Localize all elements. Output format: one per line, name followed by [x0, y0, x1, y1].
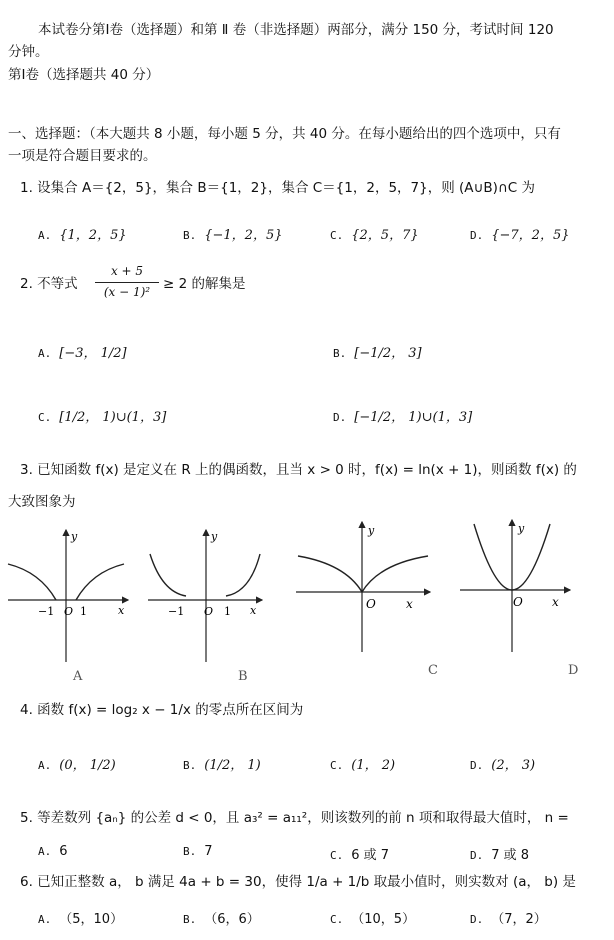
graph-d	[460, 520, 578, 678]
option-label: C.	[38, 411, 52, 424]
origin-label: O	[513, 595, 523, 609]
x-label: x	[406, 597, 413, 611]
section-line2: 一项是符合题目要求的。	[8, 148, 157, 164]
q2-numerator: x + 5	[110, 264, 144, 278]
graph-c	[296, 522, 438, 678]
q6-option-b	[183, 908, 260, 927]
tick-1: 1	[80, 605, 87, 618]
graph-b	[148, 530, 262, 682]
origin-label: O	[64, 605, 74, 618]
q1-option-c	[330, 224, 419, 243]
option-text: (1， 2)	[351, 758, 396, 773]
curve-right	[362, 556, 428, 592]
q3-stem-line1: 3. 已知函数 f(x) 是定义在 R 上的偶函数，且当 x > 0 时，f(x) = ln(x + 1)，则函数 f(x) 的	[20, 462, 577, 478]
x-label: x	[118, 604, 125, 617]
q1-option-a	[38, 224, 127, 243]
q2-denominator: (x − 1)²	[103, 285, 151, 299]
graph-caption: A	[73, 669, 83, 682]
q2-option-b	[333, 342, 422, 361]
option-text: (0， 1/2)	[59, 758, 116, 773]
q4-stem: 4. 函数 f(x) = log₂ x − 1/x 的零点所在区间为	[20, 702, 304, 718]
option-label: D.	[470, 849, 484, 862]
y-label: y	[518, 522, 525, 535]
option-label: C.	[330, 849, 344, 862]
origin-label: O	[366, 597, 376, 611]
curve-right	[226, 554, 260, 596]
option-label: B.	[183, 913, 197, 926]
q1-stem: 1. 设集合 A＝{2，5}，集合 B＝{1，2}，集合 C＝{1，2，5，7}，则 (A∪B)∩C 为	[20, 180, 536, 196]
q4-option-c	[330, 754, 395, 773]
q1-option-d	[470, 224, 570, 243]
q5-stem: 5. 等差数列 {aₙ} 的公差 d < 0，且 a₃² = a₁₁²，则该数列的前 n 项和取得最大值时， n =	[20, 810, 569, 826]
q2-prefix: 2. 不等式	[20, 276, 78, 292]
option-text: 6 或 7	[351, 848, 390, 863]
option-label: D.	[470, 913, 484, 926]
q5-option-b	[183, 844, 213, 859]
x-label: x	[250, 604, 257, 617]
option-text: （6，6）	[204, 912, 260, 927]
q1-option-b	[183, 224, 283, 243]
option-label: D.	[470, 229, 484, 242]
option-label: C.	[330, 229, 344, 242]
option-text: [−1/2， 3]	[354, 346, 422, 361]
option-text: 7 或 8	[491, 848, 530, 863]
intro-line2: 分钟。	[8, 44, 49, 60]
option-text: 7	[204, 844, 213, 859]
option-text: [1/2， 1)∪(1，3]	[59, 410, 167, 425]
option-label: B.	[183, 845, 197, 858]
curve-left	[298, 556, 362, 592]
option-text: 6	[59, 844, 68, 859]
section-line1: 一、选择题：（本大题共 8 小题，每小题 5 分，共 40 分。在每小题给出的四个选项中，只有	[8, 126, 561, 142]
option-text: {2，5，7}	[351, 228, 419, 243]
part-title: 第Ⅰ卷（选择题共 40 分）	[8, 67, 160, 83]
q3-stem-line2: 大致图象为	[8, 494, 76, 510]
option-text: {−7，2，5}	[491, 228, 570, 243]
option-label: C.	[330, 759, 344, 772]
option-label: A.	[38, 913, 52, 926]
option-label: A.	[38, 347, 52, 360]
option-label: A.	[38, 229, 52, 242]
q5-option-c	[330, 844, 389, 863]
option-text: (1/2， 1)	[204, 758, 261, 773]
y-label: y	[71, 530, 78, 543]
option-label: B.	[183, 759, 197, 772]
option-label: B.	[183, 229, 197, 242]
curve-left	[150, 554, 186, 596]
tick-1: 1	[224, 605, 231, 618]
option-label: D.	[470, 759, 484, 772]
graph-caption: C	[428, 663, 438, 678]
option-label: D.	[333, 411, 347, 424]
y-label: y	[211, 530, 218, 543]
x-label: x	[552, 595, 559, 609]
graph-a	[8, 530, 128, 682]
q6-option-a	[38, 908, 123, 927]
option-text: {1，2，5}	[59, 228, 127, 243]
option-text: (2， 3)	[491, 758, 536, 773]
option-label: C.	[330, 913, 344, 926]
q5-option-d	[470, 844, 529, 863]
option-text: [−3， 1/2]	[59, 346, 127, 361]
option-label: B.	[333, 347, 347, 360]
graph-caption: B	[238, 669, 248, 682]
q2-option-d	[333, 406, 472, 425]
q2-fraction-bar	[95, 282, 159, 283]
q4-option-a	[38, 754, 116, 773]
q2-option-c	[38, 406, 166, 425]
option-text: {−1，2，5}	[204, 228, 283, 243]
intro-line1: 本试卷分第Ⅰ卷（选择题）和第 Ⅱ 卷（非选择题）两部分，满分 150 分，考试时间 120	[38, 22, 554, 38]
q3-graphs	[0, 512, 614, 682]
q6-stem: 6. 已知正整数 a， b 满足 4a + b = 30，使得 1/a + 1/b 取最小值时，则实数对 (a， b) 是	[20, 874, 576, 890]
option-label: A.	[38, 759, 52, 772]
graph-caption: D	[568, 663, 579, 678]
q2-option-a	[38, 342, 127, 361]
q4-option-d	[470, 754, 535, 773]
q4-option-b	[183, 754, 261, 773]
option-text: （7，2）	[491, 912, 547, 927]
q6-option-c	[330, 908, 415, 927]
option-text: （10，5）	[351, 912, 416, 927]
origin-label: O	[204, 605, 214, 618]
q2-suffix: ≥ 2 的解集是	[163, 276, 246, 292]
q6-option-d	[470, 908, 547, 927]
option-text: [−1/2， 1)∪(1，3]	[354, 410, 473, 425]
tick-neg1: −1	[168, 605, 185, 618]
tick-neg1: −1	[38, 605, 55, 618]
y-label: y	[368, 524, 375, 537]
option-text: （5，10）	[59, 912, 124, 927]
option-label: A.	[38, 845, 52, 858]
curve-left	[8, 564, 56, 600]
q5-option-a	[38, 844, 68, 859]
curve-right	[76, 564, 124, 600]
